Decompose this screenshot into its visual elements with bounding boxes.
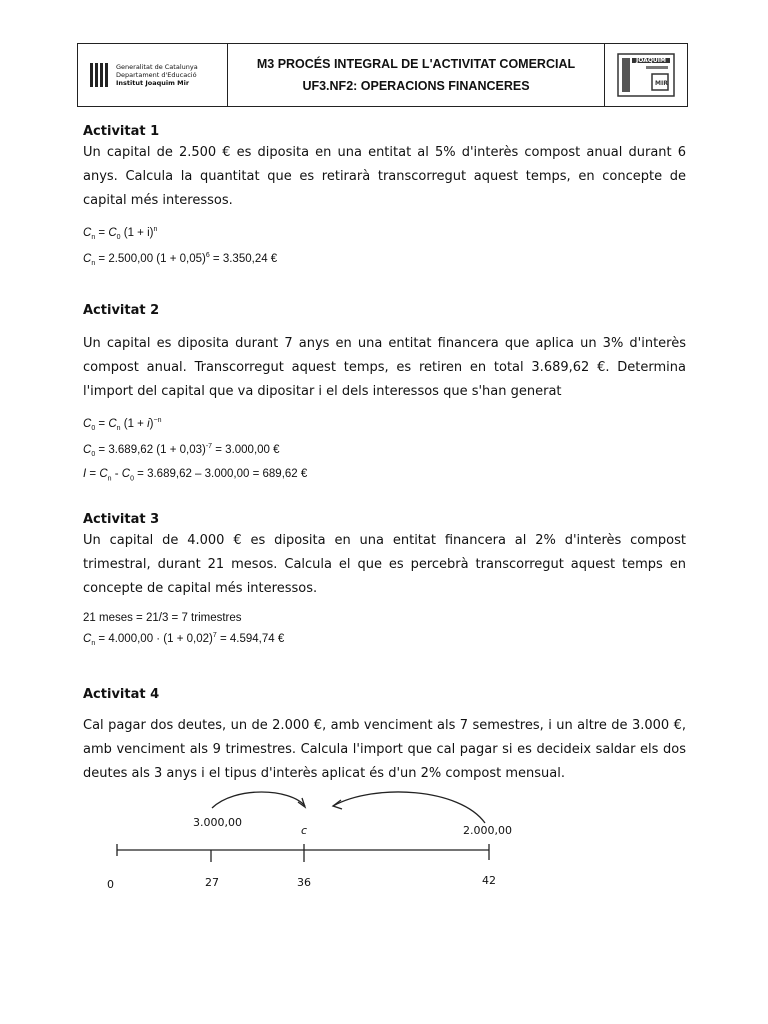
school-logo	[605, 44, 687, 106]
activity-2-title: Activitat 2	[83, 303, 160, 319]
arc-right	[333, 792, 485, 823]
document-header	[77, 43, 688, 107]
activity-2-text: Un capital es diposita durant 7 anys en una entitat financera que aplica un 3% d'interès compost anual. Transcorregut aquest temps, es retiren en total 3.689,62 €. Determina l'import del capital que va dipositar i el dels interessos que s'han generat	[83, 336, 686, 400]
activity-1-formula-1: $C_n = C_0$ $(1 + i)^n$	[83, 226, 158, 242]
amount-2000-label: 2.000,00	[463, 824, 512, 837]
generalitat-logo	[78, 44, 228, 106]
arrowhead-right	[333, 800, 342, 809]
tick-label-36: 36	[297, 876, 311, 889]
activity-1-text: Un capital de 2.500 € es diposita en una entitat al 5% d'interès compost anual durant 6 anys. Calcula la quantitat que es retirarà transcorregut aquest temps, en concepte de capital més interessos.	[83, 145, 686, 208]
activity-1-formula-2: $C_n = 2.500,00$ $(1 + 0,05)^6 = 3.350,24$ €	[83, 252, 278, 268]
unit-title: UF3.NF2: OPERACIONS FINANCERES	[302, 79, 530, 93]
activity-3-text: Un capital de 4.000 € es diposita en una entitat financera al 2% d'interès compost trimestral, durant 21 mesos. Calcula el que es percebrà transcorregut aquest temps en concepte de capital més interessos.	[83, 532, 686, 596]
header-title	[228, 44, 605, 106]
present-value-label: c	[301, 824, 308, 837]
activity-1-title: Activitat 1	[83, 124, 160, 139]
activity-3-formula-1: 21 meses = 21/3 = 7 trimestres	[83, 611, 242, 624]
arc-left	[212, 792, 305, 808]
school-logo-text-2: MIR	[655, 80, 668, 87]
activity-2-formula-2: $C_0 = 3.689,62$ $(1 + 0,03)^{-7} = 3.000,00$ €	[83, 443, 280, 459]
school-logo-icon	[616, 50, 676, 100]
activity-4-title: Activitat 4	[83, 686, 160, 702]
tick-label-42: 42	[482, 874, 496, 887]
tick-label-0: 0	[107, 878, 114, 891]
module-title: M3 PROCÉS INTEGRAL DE L'ACTIVITAT COMERCIAL	[256, 57, 576, 71]
org-line-1: Generalitat de Catalunya	[116, 63, 198, 71]
document-body	[83, 120, 686, 786]
school-logo-text-1: JOAQUIM	[636, 57, 666, 64]
org-name	[116, 63, 198, 87]
activity-4-text: Cal pagar dos deutes, un de 2.000 €, amb venciment als 7 semestres, i un altre de 3.000 €, amb venciment als 9 trimestres. Calcula l'import que cal pagar si es decideix saldar els dos deutes als 3 anys i el tipus d'interès aplicat és d'un 2% compost mensual.	[83, 717, 686, 781]
amount-3000-label: 3.000,00	[193, 816, 242, 829]
org-line-3: Institut Joaquim Mir	[116, 79, 190, 87]
activity-3-title: Activitat 3	[83, 511, 160, 527]
generalitat-seal-icon	[90, 63, 110, 87]
tick-label-27: 27	[205, 876, 219, 889]
timeline-diagram	[100, 788, 520, 898]
activity-3-formula-2: $C_n = 4.000,00 \cdot (1 + 0,02)^7 = 4.594,74$ €	[83, 631, 285, 647]
activity-2-formula-1: $C_0 = C_n$ $(1 + i)^{-n}$	[83, 417, 162, 433]
org-line-2: Departament d'Educació	[116, 71, 197, 79]
activity-2-formula-3: $I = C_n - C_0 = 3.689,62 - 3.000,00 = 689,62$ €	[83, 467, 308, 482]
